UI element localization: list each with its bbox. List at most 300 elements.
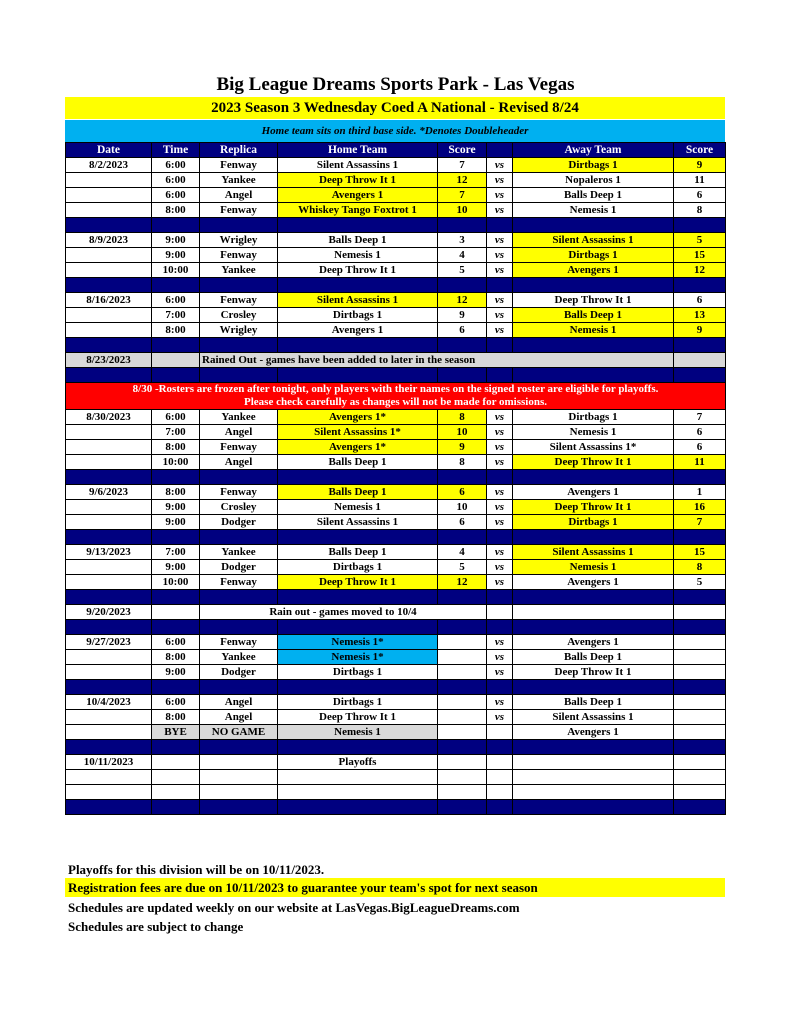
separator-cell [278, 800, 438, 815]
date-cell [66, 725, 152, 740]
away-team-cell: Nemesis 1 [513, 560, 674, 575]
header-date: Date [66, 143, 152, 158]
date-cell: 8/23/2023 [66, 353, 152, 368]
replica-field-cell: Fenway [200, 440, 278, 455]
vs-cell: vs [487, 455, 513, 470]
notice-line-2: Please check carefully as changes will not be made for omissions. [244, 396, 547, 408]
vs-cell [487, 755, 513, 770]
replica-field-cell: Angel [200, 188, 278, 203]
game-row [66, 695, 726, 710]
separator-cell [200, 368, 278, 383]
game-row [66, 440, 726, 455]
date-cell [66, 425, 152, 440]
vs-cell: vs [487, 575, 513, 590]
home-score-cell: 10 [438, 203, 487, 218]
away-score-cell: 8 [674, 203, 726, 218]
vs-cell: vs [487, 233, 513, 248]
home-team-cell: Playoffs [278, 755, 438, 770]
date-cell [66, 248, 152, 263]
away-score-cell: 12 [674, 263, 726, 278]
game-row [66, 323, 726, 338]
game-row [66, 635, 726, 650]
time-cell: 7:00 [152, 308, 200, 323]
home-score-cell: 8 [438, 410, 487, 425]
game-row [66, 173, 726, 188]
separator-cell [200, 530, 278, 545]
date-cell: 10/11/2023 [66, 755, 152, 770]
away-team-cell: Avengers 1 [513, 725, 674, 740]
separator-cell [200, 218, 278, 233]
footer-registration-note: Registration fees are due on 10/11/2023 to guarantee your team's spot for next season [65, 878, 725, 897]
separator-cell [200, 620, 278, 635]
away-team-cell: Avengers 1 [513, 575, 674, 590]
rainout-text: Rained Out - games have been added to later in the season [200, 353, 674, 368]
replica-field-cell: Crosley [200, 500, 278, 515]
vs-cell: vs [487, 323, 513, 338]
separator-cell [438, 590, 487, 605]
replica-field-cell: Dodger [200, 560, 278, 575]
date-cell: 9/20/2023 [66, 605, 152, 620]
away-score-cell: 7 [674, 410, 726, 425]
home-team-cell: Silent Assassins 1 [278, 158, 438, 173]
time-cell: 7:00 [152, 545, 200, 560]
home-team-cell: Balls Deep 1 [278, 233, 438, 248]
replica-field-cell: Fenway [200, 575, 278, 590]
home-score-cell: 6 [438, 485, 487, 500]
time-cell: 10:00 [152, 575, 200, 590]
vs-cell: vs [487, 158, 513, 173]
home-team-cell: Nemesis 1 [278, 500, 438, 515]
home-team-cell: Nemesis 1* [278, 635, 438, 650]
header-time: Time [152, 143, 200, 158]
home-score-cell: 12 [438, 293, 487, 308]
separator-cell [513, 590, 674, 605]
away-team-cell: Balls Deep 1 [513, 188, 674, 203]
vs-cell [487, 725, 513, 740]
header-vs [487, 143, 513, 158]
separator-cell [200, 590, 278, 605]
separator-cell [487, 368, 513, 383]
away-team-cell: Silent Assassins 1* [513, 440, 674, 455]
away-score-cell: 11 [674, 173, 726, 188]
game-row [66, 485, 726, 500]
separator-cell [200, 470, 278, 485]
replica-field-cell [200, 755, 278, 770]
away-score-cell: 6 [674, 293, 726, 308]
time-cell: 9:00 [152, 515, 200, 530]
separator-cell [513, 740, 674, 755]
separator-cell [66, 338, 152, 353]
time-cell: 6:00 [152, 695, 200, 710]
away-score-cell: 15 [674, 545, 726, 560]
away-score-cell: 11 [674, 455, 726, 470]
date-cell: 9/13/2023 [66, 545, 152, 560]
home-team-cell: Deep Throw It 1 [278, 263, 438, 278]
away-team-cell: Balls Deep 1 [513, 308, 674, 323]
replica-field-cell: Fenway [200, 635, 278, 650]
game-row [66, 308, 726, 323]
home-team-cell: Dirtbags 1 [278, 695, 438, 710]
home-score-cell: 4 [438, 248, 487, 263]
separator-cell [674, 368, 726, 383]
home-team-cell: Deep Throw It 1 [278, 710, 438, 725]
separator-cell [438, 530, 487, 545]
header-away-team: Away Team [513, 143, 674, 158]
replica-field-cell: Angel [200, 425, 278, 440]
replica-field-cell: Dodger [200, 515, 278, 530]
separator-cell [438, 218, 487, 233]
footer-playoffs-note: Playoffs for this division will be on 10/11/2023. [68, 862, 325, 877]
separator-cell [152, 368, 200, 383]
away-score-cell [674, 710, 726, 725]
game-row [66, 560, 726, 575]
replica-field-cell: Angel [200, 695, 278, 710]
game-row [66, 755, 726, 770]
time-cell: 8:00 [152, 203, 200, 218]
vs-cell: vs [487, 425, 513, 440]
replica-field-cell: Fenway [200, 203, 278, 218]
separator-cell [513, 680, 674, 695]
time-cell: 9:00 [152, 560, 200, 575]
replica-field-cell: Yankee [200, 545, 278, 560]
date-cell [66, 575, 152, 590]
rainout-row [66, 605, 726, 620]
home-team-cell [278, 785, 438, 800]
week-separator-row [66, 590, 726, 605]
away-team-cell: Nemesis 1 [513, 425, 674, 440]
game-row [66, 545, 726, 560]
week-separator-row [66, 620, 726, 635]
home-score-cell [438, 785, 487, 800]
time-cell: 9:00 [152, 248, 200, 263]
separator-cell [513, 338, 674, 353]
separator-cell [487, 740, 513, 755]
home-team-cell: Balls Deep 1 [278, 545, 438, 560]
home-team-cell: Avengers 1 [278, 323, 438, 338]
time-cell: 10:00 [152, 455, 200, 470]
replica-field-cell: Yankee [200, 173, 278, 188]
game-row [66, 203, 726, 218]
date-cell: 8/9/2023 [66, 233, 152, 248]
game-row [66, 158, 726, 173]
separator-cell [513, 800, 674, 815]
away-team-cell [513, 605, 674, 620]
separator-cell [487, 680, 513, 695]
home-score-cell: 7 [438, 158, 487, 173]
away-team-cell: Silent Assassins 1 [513, 710, 674, 725]
time-cell: 8:00 [152, 440, 200, 455]
game-row [66, 263, 726, 278]
date-cell [66, 560, 152, 575]
away-team-cell: Avengers 1 [513, 485, 674, 500]
week-separator-row [66, 338, 726, 353]
replica-field-cell: Fenway [200, 293, 278, 308]
separator-cell [200, 278, 278, 293]
away-score-cell: 6 [674, 188, 726, 203]
separator-cell [513, 368, 674, 383]
home-score-cell: 12 [438, 575, 487, 590]
date-cell [66, 263, 152, 278]
away-score-cell [674, 785, 726, 800]
separator-cell [66, 620, 152, 635]
home-score-cell: 12 [438, 173, 487, 188]
time-cell: 9:00 [152, 500, 200, 515]
home-team-cell: Silent Assassins 1 [278, 293, 438, 308]
game-row [66, 515, 726, 530]
separator-cell [674, 218, 726, 233]
home-score-cell: 10 [438, 500, 487, 515]
vs-cell: vs [487, 410, 513, 425]
separator-cell [674, 470, 726, 485]
separator-cell [66, 368, 152, 383]
home-team-cell: Nemesis 1 [278, 725, 438, 740]
home-score-cell: 8 [438, 455, 487, 470]
time-cell [152, 605, 200, 620]
separator-cell [152, 278, 200, 293]
vs-cell: vs [487, 263, 513, 278]
separator-cell [674, 680, 726, 695]
separator-cell [487, 800, 513, 815]
vs-cell: vs [487, 440, 513, 455]
separator-cell [487, 530, 513, 545]
separator-cell [513, 530, 674, 545]
home-team-cell: Dirtbags 1 [278, 560, 438, 575]
header-away-score: Score [674, 143, 726, 158]
vs-cell: vs [487, 500, 513, 515]
separator-cell [513, 278, 674, 293]
home-score-cell: 6 [438, 323, 487, 338]
separator-cell [66, 218, 152, 233]
time-cell: 9:00 [152, 665, 200, 680]
separator-cell [152, 740, 200, 755]
replica-field-cell: Yankee [200, 410, 278, 425]
time-cell [152, 770, 200, 785]
date-cell [66, 455, 152, 470]
separator-cell [152, 218, 200, 233]
game-row [66, 665, 726, 680]
replica-field-cell: Wrigley [200, 323, 278, 338]
separator-cell [278, 680, 438, 695]
away-team-cell: Nemesis 1 [513, 323, 674, 338]
date-cell [66, 308, 152, 323]
time-cell [152, 755, 200, 770]
home-team-cell: Avengers 1* [278, 410, 438, 425]
date-cell: 8/2/2023 [66, 158, 152, 173]
home-score-cell: 6 [438, 515, 487, 530]
separator-cell [200, 740, 278, 755]
time-cell [152, 353, 200, 368]
separator-cell [152, 470, 200, 485]
away-score-cell [674, 725, 726, 740]
home-score-cell: 9 [438, 308, 487, 323]
date-cell [66, 785, 152, 800]
bye-row [66, 725, 726, 740]
separator-cell [278, 338, 438, 353]
vs-cell: vs [487, 203, 513, 218]
separator-cell [487, 218, 513, 233]
home-score-cell: 4 [438, 545, 487, 560]
home-team-cell: Dirtbags 1 [278, 665, 438, 680]
week-separator-row [66, 278, 726, 293]
date-cell: 8/16/2023 [66, 293, 152, 308]
separator-cell [674, 278, 726, 293]
game-row [66, 500, 726, 515]
home-team-cell: Avengers 1 [278, 188, 438, 203]
home-team-cell: Silent Assassins 1* [278, 425, 438, 440]
time-cell: 10:00 [152, 263, 200, 278]
separator-cell [513, 470, 674, 485]
home-score-cell [438, 665, 487, 680]
time-cell: 8:00 [152, 650, 200, 665]
date-cell [66, 710, 152, 725]
vs-cell: vs [487, 308, 513, 323]
date-cell [66, 665, 152, 680]
roster-freeze-notice [66, 383, 726, 410]
home-score-cell [438, 710, 487, 725]
table-header-row [66, 143, 726, 158]
separator-cell [152, 680, 200, 695]
rainout-text: Rain out - games moved to 10/4 [200, 605, 487, 620]
week-separator-row [66, 680, 726, 695]
away-team-cell [513, 785, 674, 800]
roster-freeze-notice-row [66, 383, 726, 410]
separator-cell [674, 338, 726, 353]
time-cell: 9:00 [152, 233, 200, 248]
game-row [66, 785, 726, 800]
separator-cell [674, 530, 726, 545]
time-cell: 6:00 [152, 293, 200, 308]
schedule-body [66, 158, 726, 815]
home-score-cell: 9 [438, 440, 487, 455]
away-score-cell: 16 [674, 500, 726, 515]
separator-cell [200, 338, 278, 353]
separator-cell [513, 218, 674, 233]
home-score-cell: 3 [438, 233, 487, 248]
separator-cell [66, 590, 152, 605]
time-cell: 6:00 [152, 158, 200, 173]
separator-cell [674, 590, 726, 605]
separator-cell [438, 680, 487, 695]
away-score-cell [674, 770, 726, 785]
separator-cell [278, 530, 438, 545]
home-team-cell: Silent Assassins 1 [278, 515, 438, 530]
separator-cell [152, 620, 200, 635]
game-row [66, 710, 726, 725]
away-score-cell: 15 [674, 248, 726, 263]
away-team-cell: Nemesis 1 [513, 203, 674, 218]
vs-cell: vs [487, 173, 513, 188]
home-team-cell: Avengers 1* [278, 440, 438, 455]
date-cell [66, 173, 152, 188]
away-team-cell: Dirtbags 1 [513, 410, 674, 425]
separator-cell [674, 620, 726, 635]
separator-cell [152, 530, 200, 545]
time-cell: 8:00 [152, 323, 200, 338]
away-score-cell: 9 [674, 158, 726, 173]
vs-cell [487, 785, 513, 800]
week-separator-row [66, 470, 726, 485]
separator-cell [674, 800, 726, 815]
time-cell: 8:00 [152, 710, 200, 725]
away-score-cell: 9 [674, 323, 726, 338]
away-score-cell [674, 605, 726, 620]
separator-cell [438, 278, 487, 293]
game-row [66, 410, 726, 425]
replica-field-cell: Yankee [200, 263, 278, 278]
away-team-cell: Balls Deep 1 [513, 695, 674, 710]
separator-cell [513, 620, 674, 635]
away-score-cell: 7 [674, 515, 726, 530]
game-row [66, 293, 726, 308]
separator-cell [66, 740, 152, 755]
away-team-cell: Silent Assassins 1 [513, 233, 674, 248]
separator-cell [438, 800, 487, 815]
vs-cell [487, 770, 513, 785]
separator-cell [66, 680, 152, 695]
separator-cell [487, 338, 513, 353]
away-score-cell: 5 [674, 233, 726, 248]
date-cell: 8/30/2023 [66, 410, 152, 425]
vs-cell: vs [487, 635, 513, 650]
separator-cell [278, 590, 438, 605]
home-score-cell [438, 635, 487, 650]
replica-field-cell: Angel [200, 455, 278, 470]
separator-cell [278, 620, 438, 635]
separator-cell [152, 800, 200, 815]
date-cell [66, 515, 152, 530]
away-team-cell: Avengers 1 [513, 263, 674, 278]
vs-cell: vs [487, 515, 513, 530]
home-team-cell: Dirtbags 1 [278, 308, 438, 323]
home-score-cell: 10 [438, 425, 487, 440]
away-score-cell: 13 [674, 308, 726, 323]
week-separator-row [66, 218, 726, 233]
date-cell: 9/6/2023 [66, 485, 152, 500]
away-team-cell [513, 755, 674, 770]
home-team-cell: Whiskey Tango Foxtrot 1 [278, 203, 438, 218]
separator-cell [200, 800, 278, 815]
away-team-cell: Dirtbags 1 [513, 158, 674, 173]
home-score-cell [438, 755, 487, 770]
replica-field-cell [200, 770, 278, 785]
week-separator-row [66, 530, 726, 545]
away-score-cell: 8 [674, 560, 726, 575]
separator-cell [66, 800, 152, 815]
away-score-cell: 6 [674, 440, 726, 455]
vs-cell: vs [487, 545, 513, 560]
home-team-cell: Balls Deep 1 [278, 455, 438, 470]
away-team-cell: Avengers 1 [513, 635, 674, 650]
away-team-cell [513, 770, 674, 785]
away-team-cell: Deep Throw It 1 [513, 500, 674, 515]
home-score-cell [438, 770, 487, 785]
vs-cell [487, 605, 513, 620]
separator-cell [278, 368, 438, 383]
separator-cell [152, 590, 200, 605]
home-score-cell: 7 [438, 188, 487, 203]
separator-cell [66, 530, 152, 545]
away-team-cell: Deep Throw It 1 [513, 455, 674, 470]
vs-cell: vs [487, 188, 513, 203]
separator-cell [278, 278, 438, 293]
home-team-note-banner: Home team sits on third base side. *Denotes Doubleheader [65, 120, 725, 142]
separator-cell [438, 470, 487, 485]
separator-cell [487, 620, 513, 635]
separator-cell [66, 278, 152, 293]
time-cell: 6:00 [152, 635, 200, 650]
away-score-cell: 6 [674, 425, 726, 440]
home-score-cell: 5 [438, 263, 487, 278]
